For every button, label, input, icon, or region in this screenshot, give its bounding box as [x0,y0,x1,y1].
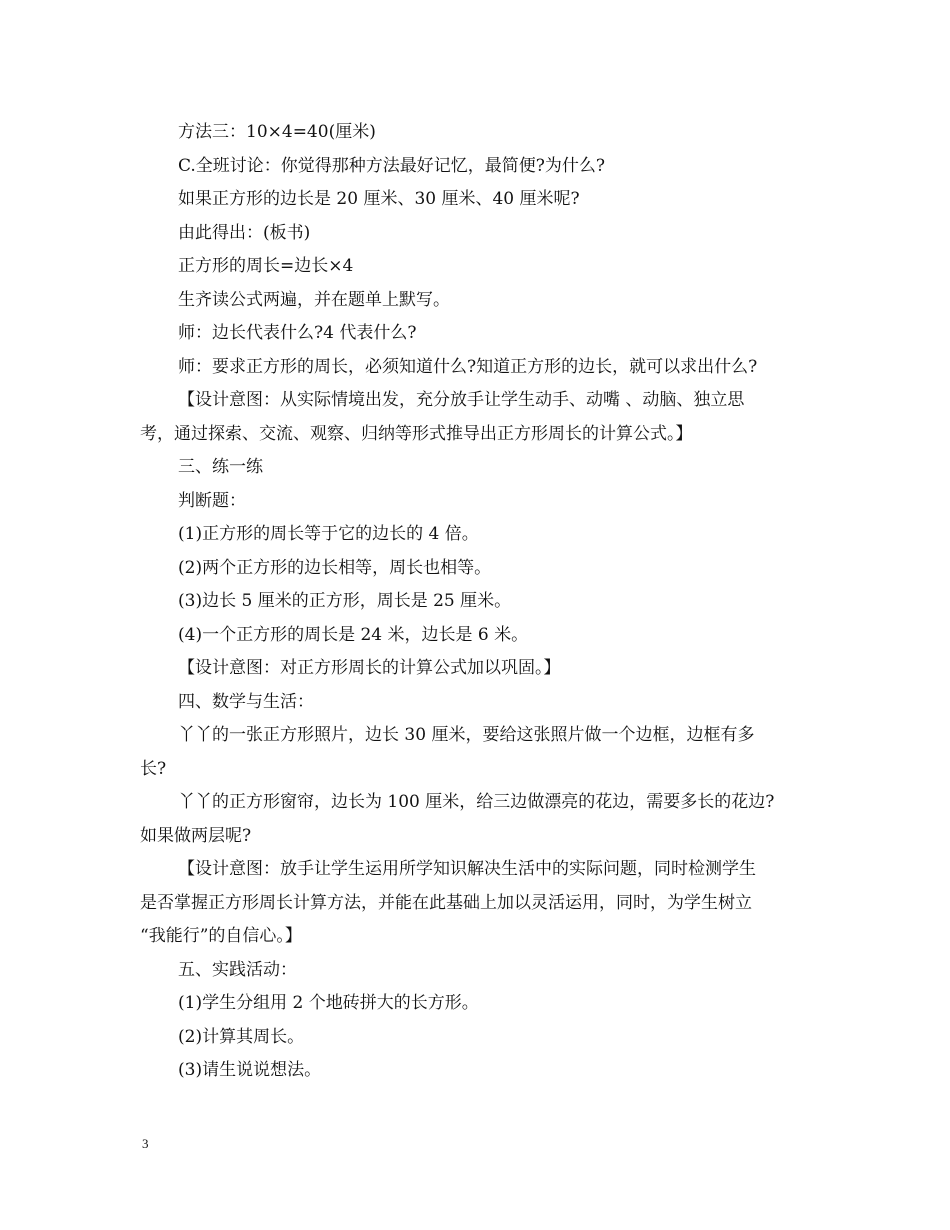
design-intent-note: 【设计意图：从实际情境出发，充分放手让学生动手、动嘴 、动脑、独立思 [178,390,745,410]
text-line: 师：要求正方形的周长，必须知道什么?知道正方形的边长，就可以求出什么? [178,356,758,377]
design-intent-note-continued: “我能行”的自信心。】 [140,926,302,946]
text-line: 生齐读公式两遍，并在题单上默写。 [178,289,450,310]
list-item: (2)计算其周长。 [178,1026,305,1047]
section-heading: 五、实践活动： [178,959,297,980]
text-line: 方法三：10×4=40(厘米) [178,122,376,142]
text-line-continued: 如果做两层呢? [140,825,252,846]
design-intent-note-continued: 考，通过探索、交流、观察、归纳等形式推导出正方形周长的计算公式。】 [140,423,693,444]
formula-line: 正方形的周长=边长×4 [178,256,354,276]
section-heading: 四、数学与生活： [178,691,314,712]
list-item: (3)请生说说想法。 [178,1060,322,1080]
text-line: 如果正方形的边长是 20 厘米、30 厘米、40 厘米呢? [178,189,580,209]
section-heading: 三、练一练 [178,457,263,477]
text-line: 师：边长代表什么?4 代表什么? [178,323,417,343]
design-intent-note: 【设计意图：放手让学生运用所学知识解决生活中的实际问题，同时检测学生 [178,859,756,879]
list-item: (4)一个正方形的周长是 24 米，边长是 6 米。 [178,624,529,645]
list-item: (3)边长 5 厘米的正方形，周长是 25 厘米。 [178,591,512,611]
text-line: 判断题： [178,490,246,511]
text-line-continued: 长? [140,758,167,779]
text-line: 丫丫的一张正方形照片，边长 30 厘米，要给这张照片做一个边框，边框有多 [178,725,755,745]
page-number: 3 [142,1136,149,1151]
list-item: (2)两个正方形的边长相等，周长也相等。 [178,557,492,578]
design-intent-note: 【设计意图：对正方形周长的计算公式加以巩固。】 [178,658,561,678]
document-body [140,116,820,1088]
text-line: 丫丫的正方形窗帘，边长为 100 厘米，给三边做漂亮的花边，需要多长的花边? [178,792,775,812]
list-item: (1)正方形的周长等于它的边长的 4 倍。 [178,524,479,544]
list-item: (1)学生分组用 2 个地砖拼大的长方形。 [178,993,479,1013]
text-line: C.全班讨论：你觉得那种方法最好记忆，最简便?为什么? [178,155,606,176]
design-intent-note-continued: 是否掌握正方形周长计算方法，并能在此基础上加以灵活运用，同时，为学生树立 [140,892,752,913]
text-line: 由此得出：(板书) [178,222,311,243]
